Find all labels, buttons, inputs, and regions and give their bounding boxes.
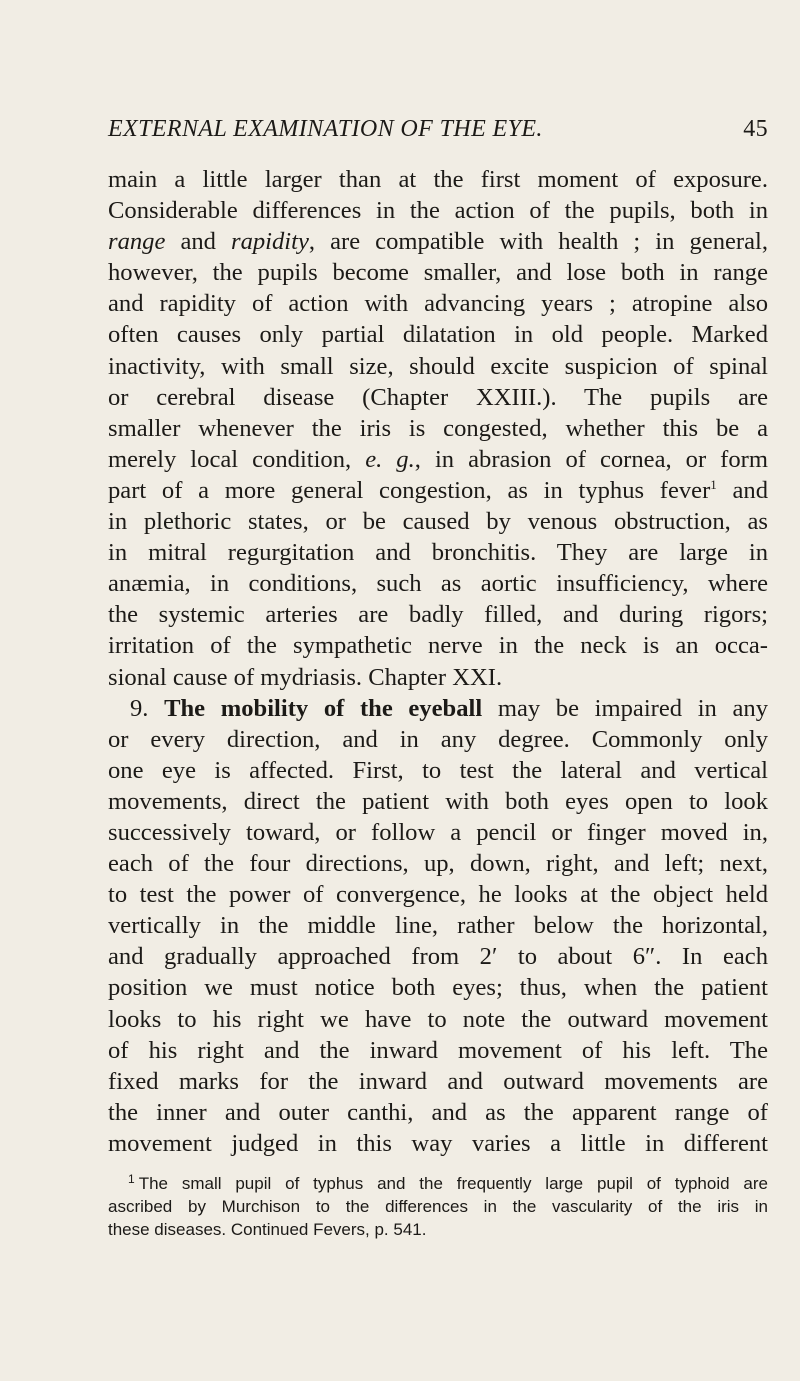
text-line: merely local condition, e. g., in abrasion of cornea, or form bbox=[108, 445, 768, 473]
text-line: each of the four directions, up, down, right, and left; next, bbox=[108, 850, 768, 878]
text-line: vertically in the middle line, rather below the horizontal, bbox=[108, 912, 768, 940]
text-line: or every direction, and in any degree. Commonly only bbox=[108, 725, 768, 753]
text-line: smaller whenever the iris is congested, whether this be a bbox=[108, 414, 768, 442]
text-line: Considerable differences in the action of the pupils, both in bbox=[108, 197, 768, 225]
text-line: looks to his right we have to note the outward movement bbox=[108, 1005, 768, 1033]
text-line: of his right and the inward movement of his left. The bbox=[108, 1036, 768, 1064]
text-line: and gradually approached from 2′ to about 6″. In each bbox=[108, 943, 768, 971]
text-line: often causes only partial dilatation in old people. Marked bbox=[108, 321, 768, 349]
text-line: in mitral regurgitation and bronchitis. They are large in bbox=[108, 539, 768, 567]
body-text bbox=[108, 164, 768, 1159]
text-line: or cerebral disease (Chapter XXIII.). The pupils are bbox=[108, 383, 768, 411]
text-line: position we must notice both eyes; thus, when the patient bbox=[108, 974, 768, 1002]
footnote bbox=[108, 1172, 768, 1241]
italic-eg: e. g. bbox=[365, 445, 415, 473]
text-line: movement judged in this way varies a little in different bbox=[108, 1129, 768, 1157]
text-line: the systemic arteries are badly filled, and during rigors; bbox=[108, 601, 768, 629]
text-line: inactivity, with small size, should excite suspicion of spinal bbox=[108, 352, 768, 380]
text-line: however, the pupils become smaller, and lose both in range bbox=[108, 259, 768, 287]
section-heading-mobility: The mobility of the eyeball bbox=[164, 694, 483, 722]
text-line: to test the power of convergence, he looks at the object held bbox=[108, 881, 768, 909]
text-line: one eye is affected. First, to test the lateral and vertical bbox=[108, 756, 768, 784]
text-line: part of a more general congestion, as in typhus fever$^1$ and bbox=[108, 476, 768, 504]
footnote-line: these diseases. Continued Fevers, p. 541. bbox=[108, 1220, 427, 1239]
text-line: anæmia, in conditions, such as aortic insufficiency, where bbox=[108, 570, 768, 598]
text-line: movements, direct the patient with both eyes open to look bbox=[108, 787, 768, 815]
italic-term-rapidity: rapidity bbox=[231, 228, 309, 256]
text-line: in plethoric states, or be caused by venous obstruction, as bbox=[108, 508, 768, 536]
footnote-line: $^1$ The small pupil of typhus and the frequently large pupil of typhoid are bbox=[128, 1172, 768, 1193]
text-line: sional cause of mydriasis. Chapter XXI. bbox=[108, 663, 503, 691]
text-line: main a little larger than at the first moment of exposure. bbox=[108, 166, 768, 193]
text-line: fixed marks for the inward and outward movements are bbox=[108, 1067, 768, 1095]
section-heading-line: 9. The mobility of the eyeball may be impaired in any bbox=[130, 694, 769, 722]
running-head-title: EXTERNAL EXAMINATION OF THE EYE. bbox=[108, 116, 543, 142]
text-line: the inner and outer canthi, and as the apparent range of bbox=[108, 1098, 768, 1126]
page-number: 45 bbox=[743, 116, 768, 142]
italic-term-range: range bbox=[108, 228, 166, 256]
text-line: and rapidity of action with advancing years ; atropine also bbox=[108, 290, 768, 318]
footnote-marker: 1 bbox=[128, 1172, 135, 1186]
footnote-reference[interactable]: 1 bbox=[710, 476, 717, 492]
text-line: range and rapidity, are compatible with health ; in general, bbox=[108, 228, 768, 256]
running-head bbox=[108, 116, 768, 150]
text-line: irritation of the sympathetic nerve in the neck is an occa- bbox=[108, 632, 768, 660]
text-line: successively toward, or follow a pencil or finger moved in, bbox=[108, 818, 768, 846]
footnote-line: ascribed by Murchison to the differences in the vascularity of the iris in bbox=[108, 1197, 768, 1216]
